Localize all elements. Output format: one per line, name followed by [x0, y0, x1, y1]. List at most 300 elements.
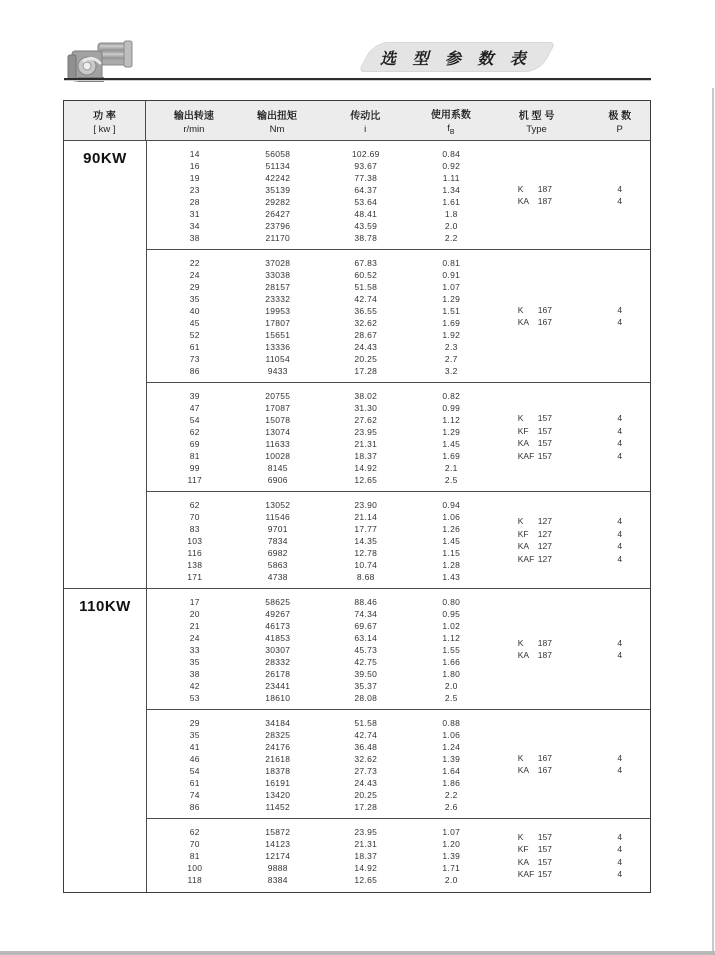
torque-value: 56058 — [265, 149, 291, 159]
model-size: 157 — [537, 831, 552, 842]
torque-value: 17087 — [265, 403, 291, 413]
model-row — [484, 412, 650, 425]
ratio-value: 20.25 — [354, 790, 378, 800]
model-row — [484, 831, 650, 844]
model-type — [484, 764, 590, 777]
model-size: 187 — [537, 637, 552, 648]
table-body — [64, 141, 650, 892]
torque-value: 10028 — [265, 451, 291, 461]
model-size: 127 — [537, 553, 552, 564]
header-divider — [64, 78, 651, 81]
speed-value: 53 — [189, 693, 200, 703]
model-poles: 4 — [617, 650, 623, 660]
speed-value: 41 — [189, 742, 200, 752]
header-factor-label: 使用系数 — [430, 109, 471, 121]
model-type — [484, 528, 590, 541]
model-row — [484, 637, 650, 650]
speed-value: 35 — [189, 730, 200, 740]
ratio-value: 77.38 — [354, 173, 378, 183]
model-size: 167 — [537, 752, 552, 763]
torque-value: 13420 — [265, 790, 291, 800]
torque-value: 17807 — [265, 318, 291, 328]
speed-value: 83 — [189, 524, 200, 534]
model-row — [484, 528, 650, 541]
model-row — [484, 450, 650, 463]
section-power-label: 110KW — [79, 598, 131, 615]
model-type — [484, 450, 590, 463]
selection-parameter-table — [63, 100, 651, 893]
speed-value: 62 — [189, 427, 200, 437]
page-edge-bottom — [0, 951, 715, 955]
torque-value: 9701 — [267, 524, 288, 534]
factor-value: 2.0 — [444, 221, 458, 231]
factor-value: 1.11 — [442, 173, 460, 183]
power-section — [64, 588, 650, 892]
torque-value: 9433 — [267, 366, 288, 376]
speed-value: 22 — [189, 258, 200, 268]
model-type — [484, 195, 590, 208]
model-poles: 4 — [617, 765, 623, 775]
model-type — [484, 412, 590, 425]
model-prefix: K — [517, 831, 524, 842]
factor-value: 1.07 — [442, 827, 461, 837]
model-size: 187 — [537, 196, 552, 206]
factor-value: 2.7 — [444, 354, 458, 364]
header-data-columns — [146, 101, 650, 140]
speed-value: 29 — [189, 718, 200, 728]
speed-value: 14 — [189, 149, 200, 159]
ratio-value: 18.37 — [354, 851, 378, 861]
ratio-value: 74.34 — [354, 609, 378, 619]
factor-value: 1.45 — [442, 536, 461, 546]
factor-value: 2.3 — [444, 342, 458, 352]
power-cell — [64, 589, 146, 892]
factor-value: 1.06 — [442, 512, 461, 522]
model-row — [484, 304, 650, 317]
torque-value: 23796 — [265, 221, 291, 231]
speed-value: 61 — [189, 778, 200, 788]
factor-value: 2.2 — [444, 790, 458, 800]
factor-value: 0.88 — [442, 718, 461, 728]
ratio-value: 21.31 — [354, 839, 378, 849]
model-row — [484, 183, 650, 196]
model-row — [484, 843, 650, 856]
model-poles: 4 — [617, 450, 623, 461]
torque-value: 13074 — [265, 427, 291, 437]
ratio-value: 20.25 — [354, 354, 378, 364]
model-type — [484, 868, 590, 881]
model-prefix: K — [517, 637, 524, 648]
model-poles: 4 — [617, 516, 623, 526]
factor-value: 0.92 — [442, 161, 461, 171]
table-header-row — [64, 101, 650, 141]
factor-value: 1.29 — [442, 294, 461, 304]
ratio-value: 45.73 — [354, 645, 378, 655]
torque-value: 21170 — [265, 233, 291, 243]
torque-value: 58625 — [265, 597, 291, 607]
torque-value: 18378 — [265, 766, 291, 776]
speed-value: 47 — [189, 403, 200, 413]
speed-value: 45 — [189, 318, 200, 328]
speed-value: 24 — [189, 270, 200, 280]
ratio-value: 23.95 — [354, 427, 378, 437]
model-poles: 4 — [617, 438, 623, 448]
torque-value: 15872 — [265, 827, 291, 837]
model-type — [484, 437, 590, 450]
torque-value: 13336 — [265, 342, 291, 352]
torque-value: 14123 — [265, 839, 291, 849]
torque-value: 51134 — [265, 161, 291, 171]
model-poles: 4 — [617, 844, 623, 854]
model-size: 157 — [537, 450, 552, 461]
speed-value: 54 — [189, 415, 200, 425]
page-edge-right — [712, 88, 714, 951]
factor-value: 1.43 — [442, 572, 461, 582]
speed-value: 28 — [189, 197, 200, 207]
torque-value: 20755 — [265, 391, 291, 401]
torque-value: 11054 — [265, 354, 291, 364]
data-block — [147, 709, 650, 818]
model-type — [484, 540, 590, 553]
model-prefix: K — [517, 516, 524, 526]
header-poles-unit: P — [616, 123, 623, 135]
power-section — [64, 141, 650, 588]
factor-value: 0.95 — [442, 609, 461, 619]
header-power-label: 功 率 — [93, 110, 116, 122]
header-speed-label: 输出转速 — [173, 110, 214, 122]
factor-value: 0.82 — [442, 391, 461, 401]
factor-value: 1.55 — [442, 645, 461, 655]
speed-value: 16 — [189, 161, 200, 171]
model-row — [484, 649, 650, 662]
factor-value: 2.5 — [444, 475, 458, 485]
ratio-value: 38.78 — [354, 233, 378, 243]
model-row — [484, 195, 650, 208]
ratio-value: 39.50 — [354, 669, 378, 679]
factor-value: 1.24 — [442, 742, 461, 752]
header-torque — [242, 101, 313, 140]
model-poles: 4 — [617, 541, 623, 551]
ratio-value: 8.68 — [356, 572, 375, 582]
torque-value: 18610 — [265, 693, 291, 703]
factor-value: 1.26 — [442, 524, 461, 534]
ratio-value: 36.55 — [354, 306, 378, 316]
model-size: 167 — [537, 317, 552, 327]
model-row — [484, 425, 650, 438]
ratio-value: 17.28 — [354, 366, 378, 376]
speed-value: 17 — [189, 597, 200, 607]
ratio-value: 14.35 — [354, 536, 378, 546]
model-prefix: KA — [517, 765, 530, 775]
model-size: 127 — [537, 541, 552, 551]
power-cell — [64, 141, 146, 588]
torque-value: 30307 — [265, 645, 291, 655]
torque-value: 16191 — [265, 778, 291, 788]
factor-value: 0.99 — [442, 403, 461, 413]
model-poles: 4 — [617, 869, 623, 879]
model-row — [484, 437, 650, 450]
ratio-value: 93.67 — [354, 161, 378, 171]
torque-value: 33038 — [265, 270, 291, 280]
speed-value: 54 — [189, 766, 200, 776]
model-prefix: KA — [517, 196, 530, 206]
model-row — [484, 540, 650, 553]
model-size: 167 — [537, 765, 552, 775]
torque-value: 26427 — [265, 209, 291, 219]
header-type-unit: Type — [526, 123, 547, 135]
speed-value: 35 — [189, 657, 200, 667]
header-type — [484, 101, 590, 140]
factor-value: 1.39 — [442, 754, 461, 764]
torque-value: 7834 — [267, 536, 288, 546]
model-stack — [484, 710, 650, 818]
blocks-column — [146, 589, 650, 892]
model-type — [484, 649, 590, 662]
ratio-value: 10.74 — [354, 560, 378, 570]
ratio-value: 51.58 — [354, 718, 378, 728]
model-row — [484, 316, 650, 329]
model-prefix: K — [517, 183, 524, 194]
data-block — [147, 382, 650, 491]
ratio-value: 14.92 — [354, 863, 378, 873]
ratio-value: 24.43 — [354, 342, 378, 352]
header-poles — [589, 101, 649, 140]
model-size: 127 — [537, 528, 552, 539]
ratio-value: 64.37 — [354, 185, 378, 195]
factor-value: 1.80 — [442, 669, 461, 679]
ratio-value: 12.65 — [354, 475, 378, 485]
model-prefix: KA — [517, 438, 530, 448]
ratio-value: 36.48 — [354, 742, 378, 752]
model-stack — [484, 250, 650, 382]
torque-value: 35139 — [265, 185, 291, 195]
speed-value: 33 — [189, 645, 200, 655]
model-prefix: K — [517, 304, 524, 315]
factor-value: 1.12 — [442, 415, 461, 425]
page-title: 选 型 参 数 表 — [380, 51, 532, 68]
speed-value: 23 — [189, 185, 200, 195]
torque-value: 28157 — [265, 282, 291, 292]
factor-value: 1.28 — [442, 560, 461, 570]
model-poles: 4 — [617, 856, 623, 867]
model-row — [484, 752, 650, 765]
speed-value: 21 — [189, 621, 200, 631]
model-poles: 4 — [617, 528, 623, 539]
torque-value: 28325 — [265, 730, 291, 740]
speed-value: 70 — [189, 512, 200, 522]
factor-value: 2.0 — [444, 681, 458, 691]
header-type-label: 机 型 号 — [518, 110, 555, 122]
model-type — [484, 425, 590, 438]
model-size: 127 — [537, 516, 552, 526]
ratio-value: 27.73 — [354, 766, 378, 776]
ratio-value: 42.74 — [354, 294, 378, 304]
torque-value: 19953 — [265, 306, 291, 316]
speed-value: 42 — [189, 681, 200, 691]
ratio-value: 27.62 — [354, 415, 378, 425]
model-prefix: KA — [517, 541, 530, 551]
header-ratio-unit: i — [364, 123, 367, 135]
factor-value: 2.6 — [444, 802, 458, 812]
model-prefix: KA — [517, 856, 530, 867]
factor-value: 1.45 — [442, 439, 461, 449]
ratio-value: 28.08 — [354, 693, 378, 703]
model-size: 187 — [537, 183, 552, 194]
torque-value: 42242 — [265, 173, 291, 183]
ratio-value: 14.92 — [354, 463, 378, 473]
blocks-column — [146, 141, 650, 588]
torque-value: 6906 — [267, 475, 288, 485]
speed-value: 35 — [189, 294, 200, 304]
factor-value: 1.8 — [444, 209, 458, 219]
torque-value: 8384 — [267, 875, 288, 885]
model-prefix: KF — [517, 844, 529, 854]
torque-value: 23441 — [265, 681, 291, 691]
ratio-value: 21.14 — [354, 512, 378, 522]
torque-value: 24176 — [265, 742, 291, 752]
section-power-label: 90KW — [83, 150, 127, 167]
model-poles: 4 — [617, 413, 623, 423]
factor-value: 1.06 — [442, 730, 461, 740]
ratio-value: 24.43 — [354, 778, 378, 788]
header-poles-label: 极 数 — [608, 110, 632, 122]
torque-value: 11546 — [265, 512, 291, 522]
ratio-value: 32.62 — [354, 754, 378, 764]
speed-value: 116 — [187, 548, 202, 558]
factor-value: 1.66 — [442, 657, 461, 667]
torque-value: 15651 — [265, 330, 291, 340]
ratio-value: 21.31 — [354, 439, 378, 449]
model-size: 157 — [537, 869, 552, 879]
speed-value: 39 — [189, 391, 200, 401]
model-size: 157 — [537, 425, 552, 436]
ratio-value: 28.67 — [354, 330, 378, 340]
data-block — [147, 818, 650, 892]
ratio-value: 17.28 — [354, 802, 378, 812]
model-poles: 4 — [617, 317, 623, 327]
data-block — [147, 589, 650, 709]
torque-value: 21618 — [265, 754, 291, 764]
header-ratio — [312, 101, 418, 140]
factor-value: 2.2 — [444, 233, 458, 243]
speed-value: 73 — [189, 354, 200, 364]
ratio-value: 38.02 — [354, 391, 378, 401]
speed-value: 31 — [189, 209, 200, 219]
speed-value: 99 — [189, 463, 200, 473]
ratio-value: 67.83 — [354, 258, 378, 268]
ratio-value: 48.41 — [354, 209, 378, 219]
factor-value: 0.84 — [442, 149, 461, 159]
model-type — [484, 856, 590, 869]
model-prefix: KA — [517, 650, 530, 660]
model-poles: 4 — [617, 196, 623, 206]
model-prefix: KAF — [517, 553, 535, 564]
model-stack — [484, 589, 650, 709]
model-poles: 4 — [617, 752, 623, 763]
model-type — [484, 637, 590, 650]
speed-value: 24 — [189, 633, 200, 643]
torque-value: 6982 — [267, 548, 288, 558]
speed-value: 86 — [189, 802, 200, 812]
model-poles: 4 — [617, 304, 623, 315]
torque-value: 4738 — [267, 572, 288, 582]
header-speed — [146, 101, 242, 140]
model-size: 157 — [537, 844, 552, 854]
factor-value: 1.51 — [442, 306, 461, 316]
speed-value: 20 — [189, 609, 200, 619]
factor-value: 1.15 — [442, 548, 461, 558]
model-prefix: K — [517, 752, 524, 763]
factor-value: 0.81 — [442, 258, 461, 268]
model-type — [484, 843, 590, 856]
factor-value: 1.69 — [442, 318, 461, 328]
header-factor-unit: $f_B$ — [447, 122, 455, 136]
speed-value: 52 — [189, 330, 200, 340]
speed-value: 81 — [189, 851, 200, 861]
ratio-value: 23.90 — [354, 500, 378, 510]
model-size: 167 — [537, 304, 552, 315]
model-size: 187 — [537, 650, 552, 660]
ratio-value: 53.64 — [354, 197, 378, 207]
speed-value: 38 — [189, 233, 200, 243]
model-row — [484, 764, 650, 777]
model-row — [484, 856, 650, 869]
torque-value: 41853 — [265, 633, 291, 643]
speed-value: 171 — [187, 572, 203, 582]
speed-value: 81 — [189, 451, 200, 461]
factor-value: 1.71 — [442, 863, 461, 873]
model-poles: 4 — [617, 183, 623, 194]
model-type — [484, 752, 590, 765]
speed-value: 61 — [189, 342, 200, 352]
factor-value: 3.2 — [444, 366, 458, 376]
factor-value: 2.1 — [444, 463, 458, 473]
ratio-value: 17.77 — [354, 524, 378, 534]
factor-value: 1.12 — [442, 633, 461, 643]
model-row — [484, 553, 650, 566]
ratio-value: 69.67 — [354, 621, 378, 631]
ratio-value: 102.69 — [351, 149, 380, 159]
torque-value: 8145 — [267, 463, 288, 473]
torque-value: 9888 — [267, 863, 288, 873]
ratio-value: 60.52 — [354, 270, 378, 280]
speed-value: 40 — [189, 306, 200, 316]
model-stack — [484, 141, 650, 249]
factor-value: 0.94 — [442, 500, 461, 510]
header-speed-unit: r/min — [183, 123, 205, 135]
torque-value: 11452 — [265, 802, 291, 812]
speed-value: 46 — [189, 754, 200, 764]
torque-value: 46173 — [265, 621, 291, 631]
ratio-value: 51.58 — [354, 282, 378, 292]
header-factor — [418, 101, 484, 140]
model-prefix: K — [517, 413, 524, 423]
model-stack — [484, 819, 650, 892]
speed-value: 62 — [189, 827, 200, 837]
speed-value: 29 — [189, 282, 200, 292]
factor-value: 1.07 — [442, 282, 461, 292]
model-prefix: KF — [517, 528, 529, 539]
speed-value: 38 — [189, 669, 200, 679]
factor-value: 1.39 — [442, 851, 461, 861]
model-size: 157 — [537, 856, 552, 867]
torque-value: 49267 — [265, 609, 291, 619]
speed-value: 69 — [189, 439, 200, 449]
model-type — [484, 831, 590, 844]
speed-value: 138 — [187, 560, 203, 570]
speed-value: 74 — [189, 790, 200, 800]
model-row — [484, 868, 650, 881]
